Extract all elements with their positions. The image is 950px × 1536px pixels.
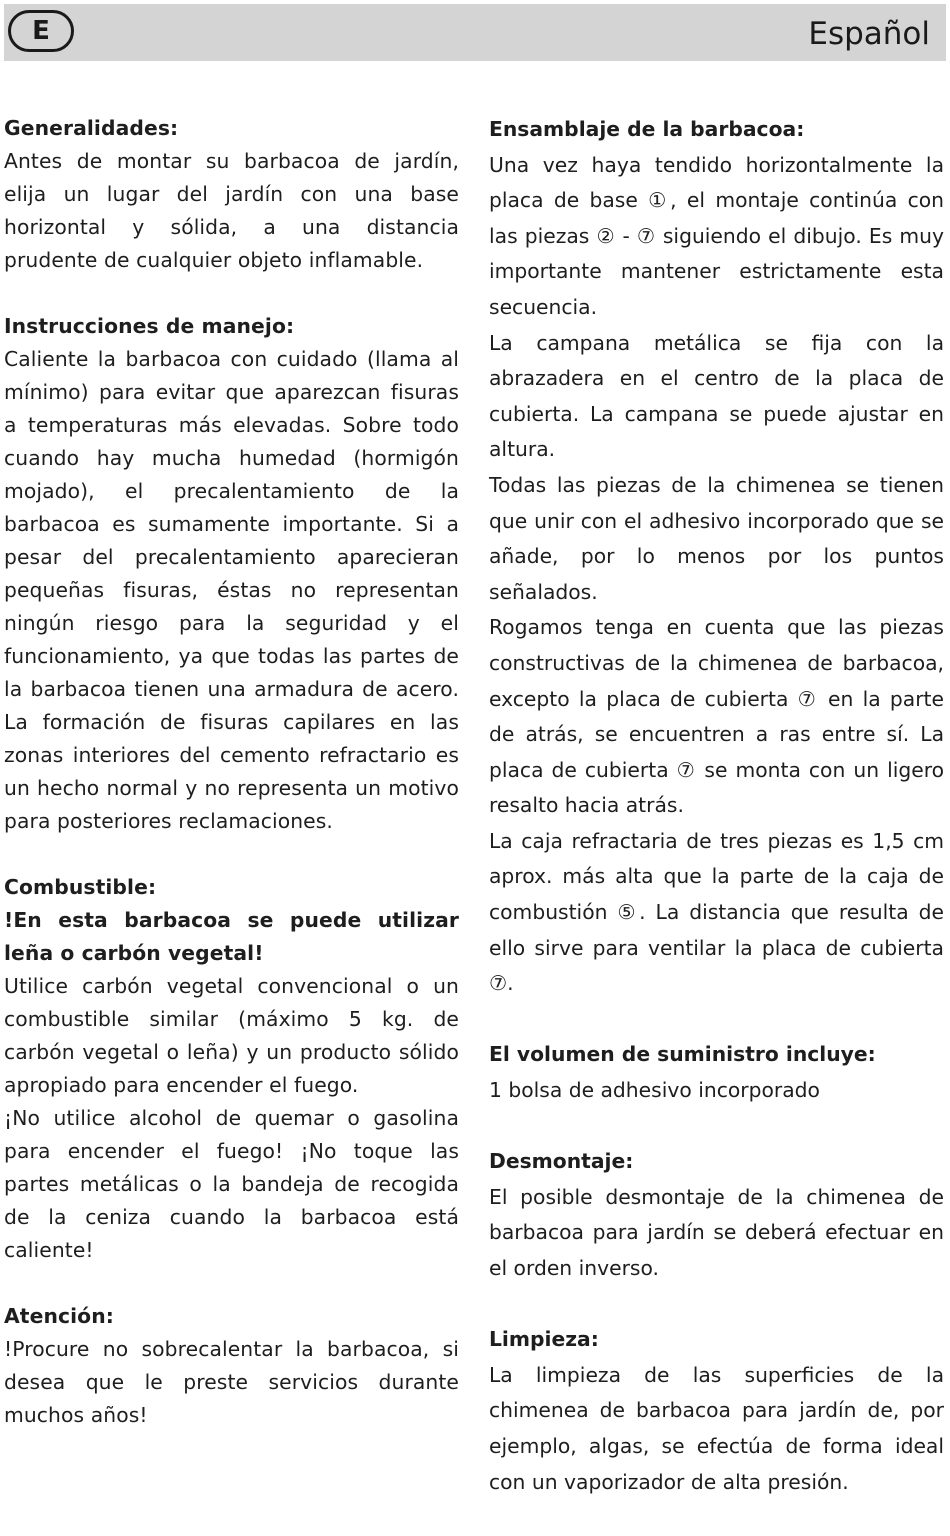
language-badge: E: [8, 10, 74, 52]
section-text: ¡No utilice alcohol de quemar o gasolina para encender el fuego! ¡No toque las partes metálicas o la bandeja de recogida de la ceniza cuando la barbacoa está caliente!: [4, 1106, 459, 1262]
section-text: Una vez haya tendido horizontalmente la placa de base ①, el montaje continúa con las piezas ② - ⑦ siguiendo el dibujo. Es muy importante mantener estrictamente esta secuencia.: [489, 152, 944, 319]
left-column: [4, 112, 459, 1465]
section-title: Generalidades:: [4, 116, 179, 140]
section-text: El posible desmontaje de la chimenea de barbacoa para jardín se deberá efectuar en el orden inverso.: [489, 1184, 944, 1280]
section-title: Limpieza:: [489, 1327, 599, 1352]
section-volumen: [489, 1037, 944, 1108]
section-text: !Procure no sobrecalentar la barbacoa, si desea que le preste servicios durante muchos años!: [4, 1337, 459, 1427]
language-title: Español: [808, 16, 930, 52]
section-text: Antes de montar su barbacoa de jardín, elija un lugar del jardín con una base horizontal y sólida, a una distancia prudente de cualquier objeto inflamable.: [4, 149, 459, 272]
section-warning: !En esta barbacoa se puede utilizar leña o carbón vegetal!: [4, 908, 459, 965]
section-title: Combustible:: [4, 875, 157, 899]
section-instrucciones: [4, 310, 459, 838]
section-atencion: [4, 1300, 459, 1432]
section-title: Instrucciones de manejo:: [4, 314, 295, 338]
section-title: Atención:: [4, 1304, 114, 1328]
section-generalidades: [4, 112, 459, 277]
section-text: La campana metálica se fija con la abrazadera en el centro de la placa de cubierta. La campana se puede ajustar en altura.: [489, 330, 944, 462]
section-text: Rogamos tenga en cuenta que las piezas constructivas de la chimenea de barbacoa, excepto la placa de cubierta ⑦ en la parte de atrás, se encuentren a ras entre sí. La placa de cubierta ⑦ se monta con un ligero resalto hacia atrás.: [489, 615, 944, 818]
section-desmontaje: [489, 1144, 944, 1286]
section-text: Utilice carbón vegetal convencional o un combustible similar (máximo 5 kg. de carbón vegetal o leña) y un producto sólido apropiado para encender el fuego.: [4, 974, 459, 1097]
section-title: Desmontaje:: [489, 1149, 634, 1174]
section-text: Todas las piezas de la chimenea se tienen que unir con el adhesivo incorporado que se añade, por lo menos por los puntos señalados.: [489, 472, 944, 604]
section-text: La limpieza de las superficies de la chimenea de barbacoa para jardín de, por ejemplo, algas, se efectúa de forma ideal con un vaporizador de alta presión.: [489, 1362, 944, 1494]
section-text: Caliente la barbacoa con cuidado (llama al mínimo) para evitar que aparezcan fisuras a temperaturas más elevadas. Sobre todo cuando hay mucha humedad (hormigón mojado), el precalentamiento de la barbacoa es sumamente importante. Si a pesar del precalentamiento aparecieran pequeñas fisuras, éstas no representan ningún riesgo para la seguridad y el funcionamiento, ya que todas las partes de la barbacoa tienen una armadura de acero. La formación de fisuras capilares en las zonas interiores del cemento refractario es un hecho normal y no representa un motivo para posteriores reclamaciones.: [4, 347, 459, 833]
right-column: [489, 112, 944, 1536]
section-limpieza: [489, 1322, 944, 1500]
section-title: El volumen de suministro incluye:: [489, 1042, 876, 1067]
page-header: [4, 4, 946, 61]
section-text: La caja refractaria de tres piezas es 1,5 cm aprox. más alta que la parte de la caja de combustión ⑤. La distancia que resulta de ello sirve para ventilar la placa de cubierta ⑦.: [489, 828, 944, 996]
section-text: 1 bolsa de adhesivo incorporado: [489, 1078, 820, 1103]
section-ensamblaje: [489, 112, 944, 1002]
section-title: Ensamblaje de la barbacoa:: [489, 117, 805, 141]
section-combustible: [4, 871, 459, 1267]
